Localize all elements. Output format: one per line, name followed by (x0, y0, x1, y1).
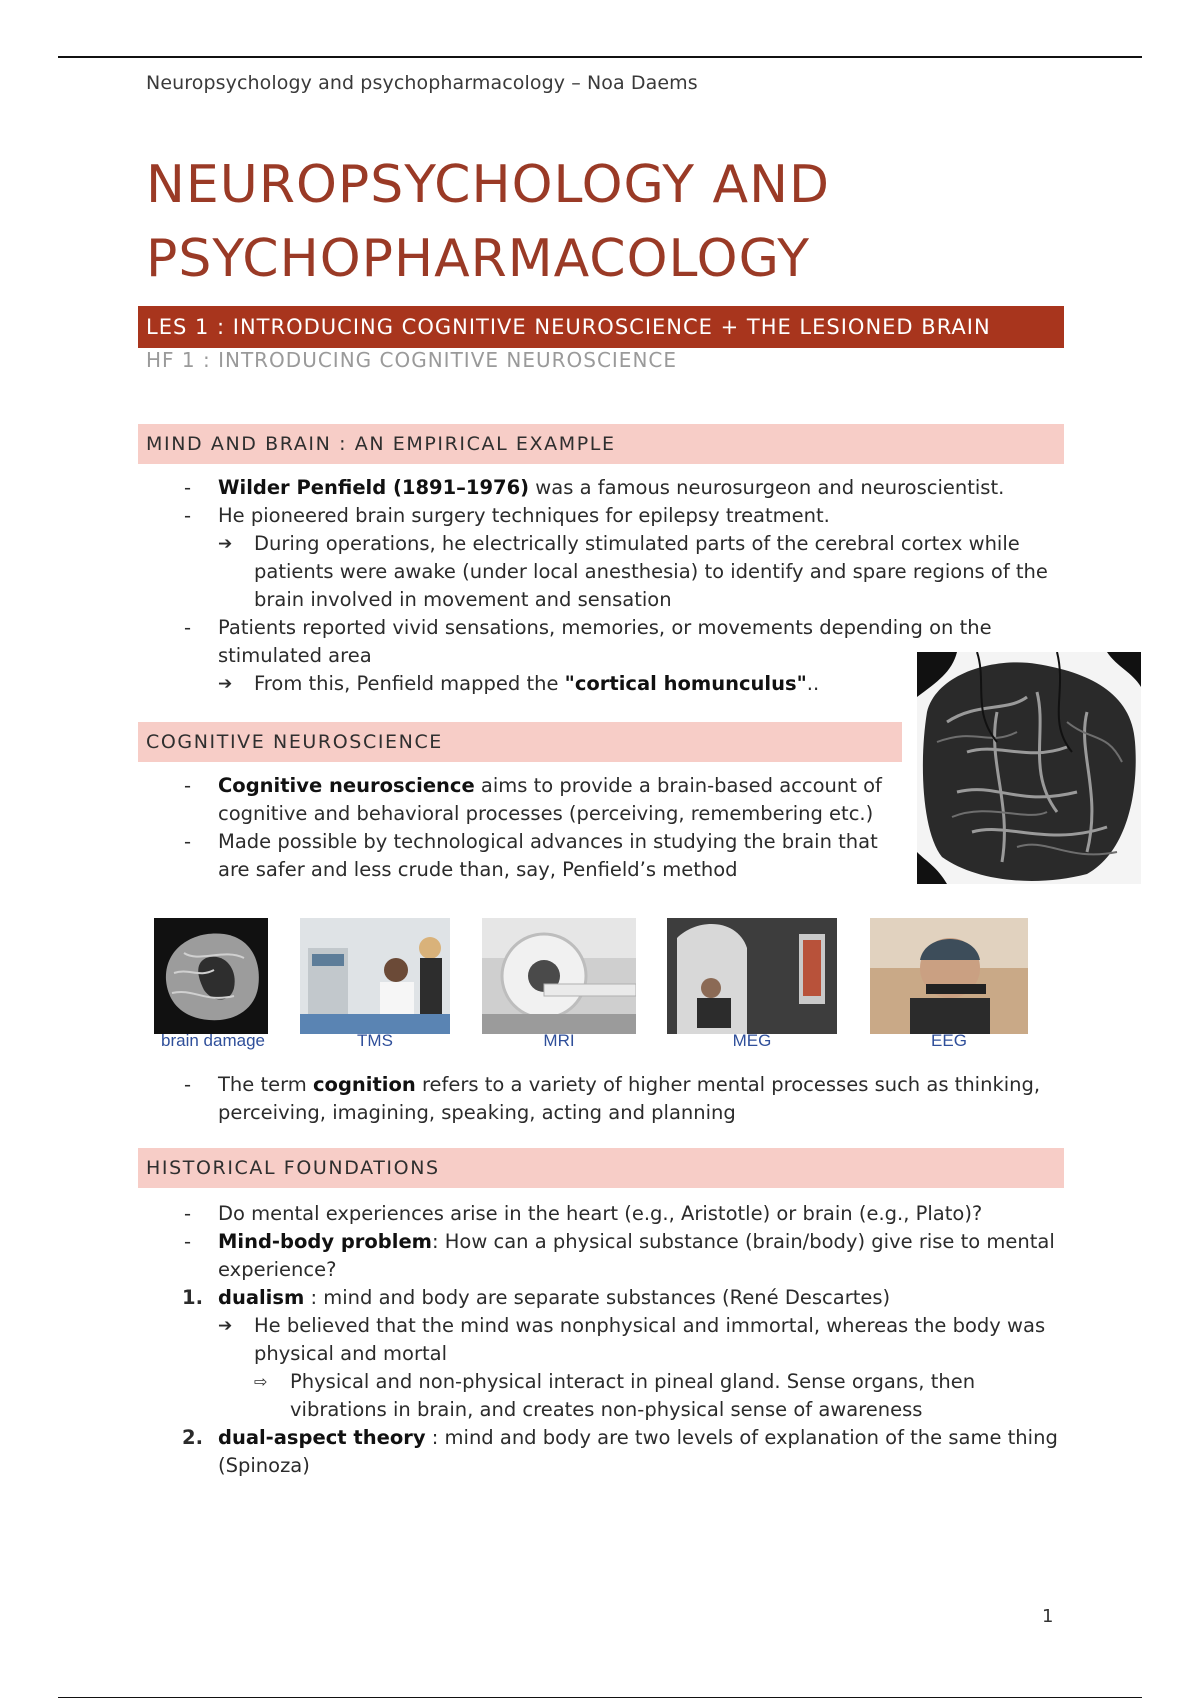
list-item: Cognitive neuroscience aims to provide a brain-based account of cognitive and behavioral processes (perceiving, remembering etc.) (218, 774, 882, 825)
top-rule (58, 56, 1142, 58)
section-heading-historical-foundations: HISTORICAL FOUNDATIONS (138, 1148, 1064, 1188)
list-subitem: From this, Penfield mapped the "cortical homunculus".. (254, 672, 820, 695)
dash-marker: - (184, 616, 192, 639)
lesson-banner: LES 1 : INTRODUCING COGNITIVE NEUROSCIENCE + THE LESIONED BRAIN (138, 306, 1064, 348)
tms-image (300, 918, 450, 1034)
title-line-1: NEUROPSYCHOLOGY AND (146, 155, 831, 215)
document-title (146, 148, 1046, 296)
section-heading-mind-brain: MIND AND BRAIN : AN EMPIRICAL EXAMPLE (138, 424, 1064, 464)
list-subsubitem: Physical and non-physical interact in pineal gland. Sense organs, then vibrations in brain, and creates non-physical sense of awareness (290, 1370, 976, 1421)
list-item: Patients reported vivid sensations, memories, or movements depending on the stimulated area (218, 616, 992, 667)
method-label-mri: MRI (543, 1031, 575, 1050)
dash-marker: - (184, 1230, 192, 1253)
cognitive-neuroscience-term: Cognitive neuroscience (218, 774, 475, 797)
bottom-rule (58, 1697, 1142, 1698)
mind-body-term: Mind-body problem (218, 1230, 432, 1253)
section-heading-cognitive-neuroscience: COGNITIVE NEUROSCIENCE (138, 722, 902, 762)
list-item: Wilder Penfield (1891–1976) was a famous neurosurgeon and neuroscientist. (218, 476, 1005, 499)
homunculus-term: "cortical homunculus" (564, 672, 807, 695)
list-item: Made possible by technological advances in studying the brain that are safer and less crude than, say, Penfield’s method (218, 830, 878, 881)
list-item: He pioneered brain surgery techniques for epilepsy treatment. (218, 504, 830, 527)
penfield-name: Wilder Penfield (1891–1976) (218, 476, 530, 499)
dash-marker: - (184, 774, 192, 797)
arrow-icon: ➔ (218, 534, 233, 554)
brain-damage-image (154, 918, 268, 1034)
method-label-meg: MEG (732, 1031, 772, 1050)
dual-aspect-term: dual-aspect theory (218, 1426, 426, 1449)
dualism-term: dualism (218, 1286, 305, 1309)
list-item: The term cognition refers to a variety of higher mental processes such as thinking, perceiving, imagining, speaking, acting and planning (218, 1073, 1041, 1124)
eeg-image (870, 918, 1028, 1034)
dash-marker: - (184, 504, 192, 527)
dash-marker: - (184, 1202, 192, 1225)
hollow-arrow-icon: ⇨ (254, 1372, 268, 1391)
list-item: Do mental experiences arise in the heart (e.g., Aristotle) or brain (e.g., Plato)? (218, 1202, 983, 1225)
list-item: Mind-body problem: How can a physical substance (brain/body) give rise to mental experience? (218, 1230, 1055, 1281)
list-item: dualism : mind and body are separate substances (René Descartes) (218, 1286, 891, 1309)
running-header: Neuropsychology and psychopharmacology – Noa Daems (146, 72, 698, 94)
dash-marker: - (184, 476, 192, 499)
exposed-brain-image (917, 652, 1141, 884)
list-number: 1. (182, 1286, 203, 1309)
page-number: 1 (1042, 1606, 1054, 1627)
chapter-heading: HF 1 : INTRODUCING COGNITIVE NEUROSCIENCE (146, 348, 677, 372)
meg-image (667, 918, 837, 1034)
method-label-eeg: EEG (931, 1031, 967, 1050)
dash-marker: - (184, 1073, 192, 1096)
arrow-icon: ➔ (218, 674, 233, 694)
list-subitem: He believed that the mind was nonphysical and immortal, whereas the body was physical and mortal (254, 1314, 1046, 1365)
mri-image (482, 918, 636, 1034)
method-label-brain-damage: brain damage (161, 1031, 265, 1050)
list-item: dual-aspect theory : mind and body are two levels of explanation of the same thing (Spinoza) (218, 1426, 1058, 1477)
list-subitem: During operations, he electrically stimulated parts of the cerebral cortex while patients were awake (under local anesthesia) to identify and spare regions of the brain involved in movement and sensation (254, 532, 1048, 611)
cognition-term: cognition (312, 1073, 416, 1096)
arrow-icon: ➔ (218, 1316, 233, 1336)
dash-marker: - (184, 830, 192, 853)
method-label-tms: TMS (357, 1031, 393, 1050)
list-number: 2. (182, 1426, 203, 1449)
title-line-2: PSYCHOPHARMACOLOGY (146, 229, 811, 289)
